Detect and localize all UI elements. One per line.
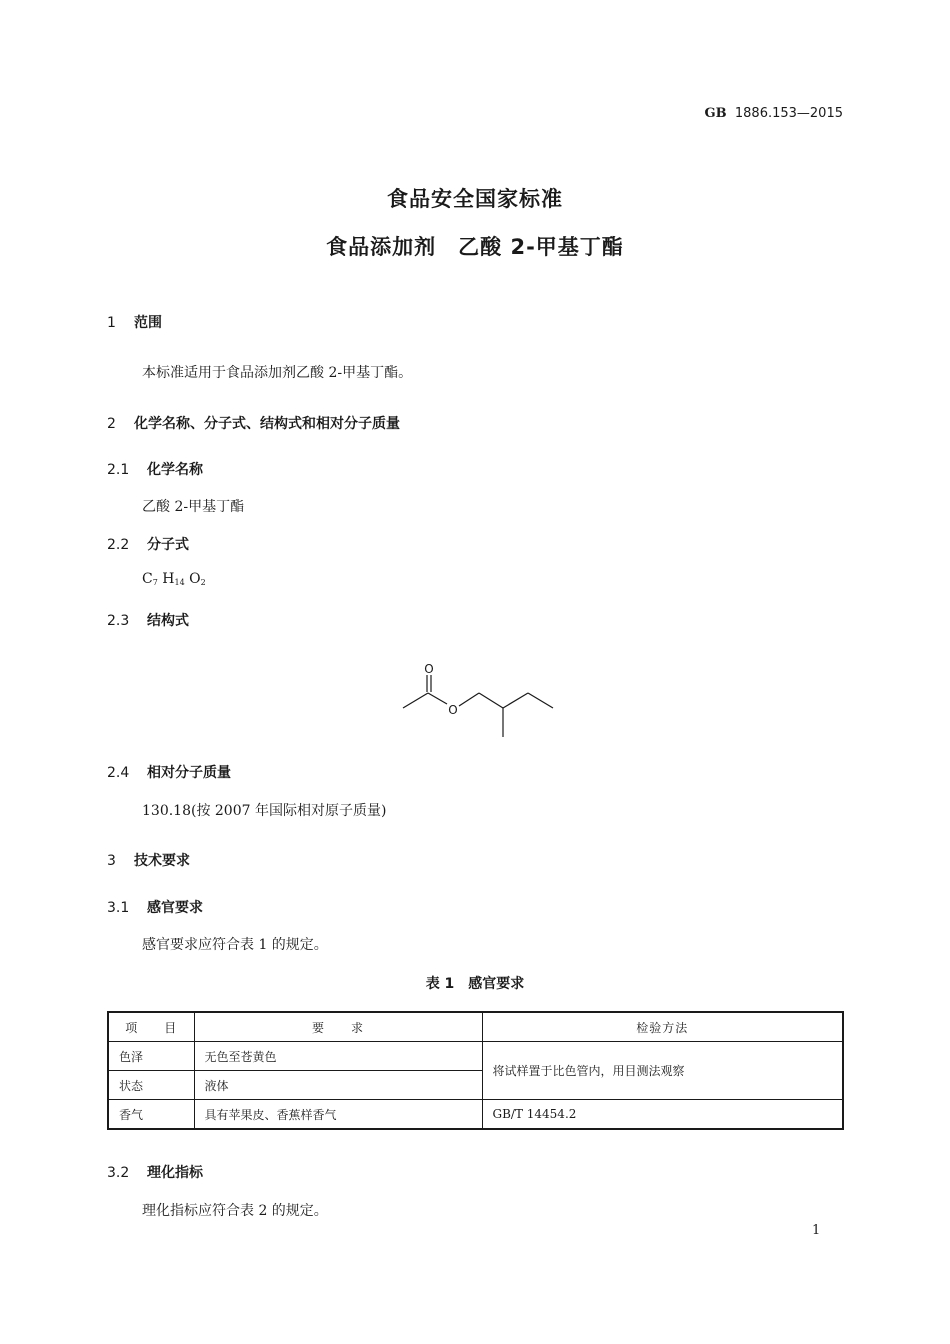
section-3-heading — [107, 850, 190, 870]
header-requirement: 要 求 — [194, 1012, 482, 1042]
section-title: 范围 — [134, 315, 162, 331]
section-number: 1 — [107, 315, 116, 331]
cell-requirement: 液体 — [194, 1071, 482, 1100]
section-3-1-heading — [107, 897, 203, 917]
document-subtitle: 食品添加剂 乙酸 2-甲基丁酯 — [326, 235, 624, 259]
cell-item: 状态 — [108, 1071, 194, 1100]
section-number: 3.1 — [107, 900, 130, 916]
section-title: 分子式 — [147, 537, 189, 553]
cell-item: 香气 — [108, 1100, 194, 1130]
section-number: 2.3 — [107, 613, 130, 629]
section-title: 化学名称 — [147, 462, 203, 478]
chemical-name: 乙酸 2-甲基丁酯 — [142, 499, 245, 515]
section-number: 2.4 — [107, 765, 130, 781]
section-number: 3 — [107, 853, 116, 869]
table-row — [108, 1100, 843, 1130]
standard-prefix: GB — [704, 106, 727, 121]
formula-element: O — [189, 571, 201, 587]
carbonyl-oxygen-label: O — [424, 662, 434, 676]
table-header-row — [108, 1012, 843, 1042]
section-2-1-heading — [107, 459, 203, 479]
section-2-2-heading — [107, 534, 189, 554]
document-title: 食品安全国家标准 — [387, 187, 563, 211]
molecular-formula — [142, 571, 206, 587]
section-3-2-heading — [107, 1162, 203, 1182]
section-3-1-text: 感官要求应符合表 1 的规定。 — [142, 937, 328, 953]
section-2-3-heading — [107, 610, 189, 630]
page-number: 1 — [812, 1223, 821, 1238]
section-title: 化学名称、分子式、结构式和相对分子质量 — [134, 416, 400, 432]
header-method: 检验方法 — [482, 1012, 843, 1042]
section-title: 技术要求 — [134, 853, 190, 869]
section-number: 2 — [107, 416, 116, 432]
section-1-text: 本标准适用于食品添加剂乙酸 2-甲基丁酯。 — [142, 365, 413, 381]
formula-count: 14 — [174, 578, 185, 587]
formula-element: H — [162, 571, 175, 587]
header-item: 项 目 — [108, 1012, 194, 1042]
section-2-heading — [107, 413, 400, 433]
section-1-heading — [107, 312, 162, 332]
cell-method: GB/T 14454.2 — [482, 1100, 843, 1130]
standard-code — [705, 106, 843, 121]
section-title: 结构式 — [147, 613, 189, 629]
formula-count: 7 — [152, 578, 158, 587]
ester-oxygen-label: O — [448, 703, 458, 717]
formula-element: C — [142, 571, 153, 587]
table-1-caption: 表 1 感官要求 — [425, 976, 525, 992]
section-title: 相对分子质量 — [147, 765, 231, 781]
cell-requirement: 无色至苍黄色 — [194, 1042, 482, 1071]
section-2-4-heading — [107, 762, 231, 782]
standard-number: 1886.153—2015 — [734, 106, 843, 121]
cell-requirement: 具有苹果皮、香蕉样香气 — [194, 1100, 482, 1130]
table-1 — [107, 1011, 844, 1130]
molecular-weight: 130.18(按 2007 年国际相对原子质量) — [142, 803, 387, 819]
section-number: 2.2 — [107, 537, 130, 553]
section-number: 2.1 — [107, 462, 130, 478]
section-title: 理化指标 — [147, 1165, 203, 1181]
cell-method-merged: 将试样置于比色管内，用目测法观察 — [482, 1042, 843, 1100]
table-row — [108, 1042, 843, 1071]
cell-item: 色泽 — [108, 1042, 194, 1071]
section-title: 感官要求 — [147, 900, 203, 916]
section-number: 3.2 — [107, 1165, 130, 1181]
structural-formula — [395, 655, 560, 745]
section-3-2-text: 理化指标应符合表 2 的规定。 — [142, 1203, 328, 1219]
formula-count: 2 — [200, 578, 206, 587]
